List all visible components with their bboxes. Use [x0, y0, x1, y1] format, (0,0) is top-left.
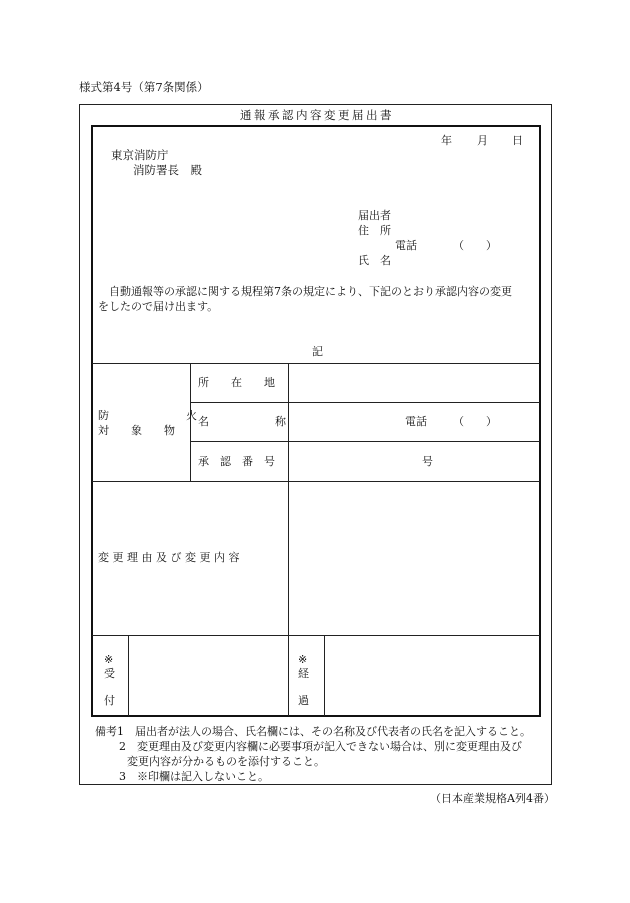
- note-2a: 2 変更理由及び変更内容欄に必要事項が記入できない場合は、別に変更理由及び: [119, 740, 522, 753]
- note-2b: 変更内容が分かるものを添付すること。: [127, 755, 325, 768]
- name-phone-parens: （ ）: [453, 415, 497, 428]
- target-label-line1: 防 火: [98, 409, 197, 422]
- target-divider: [190, 363, 191, 481]
- date-month: 月: [477, 134, 488, 147]
- standard-label: （日本産業規格A列4番）: [430, 792, 555, 805]
- location-label: 所 在 地: [198, 376, 275, 389]
- reception-label: ※ 受 付: [104, 653, 115, 708]
- name-phone-label: 電話: [405, 415, 427, 428]
- form-title: 通報承認内容変更届出書: [240, 108, 394, 122]
- notifier-phone-label: 電話: [395, 239, 417, 252]
- progress-left-divider: [288, 635, 289, 716]
- progress-label: ※ 経 過: [298, 653, 309, 708]
- notifier-phone-parens: （ ）: [453, 239, 497, 252]
- date-year: 年: [441, 134, 452, 147]
- approval-number-label: 承 認 番 号: [198, 455, 275, 468]
- statement-line1: 自動通報等の承認に関する規程第7条の規定により、下記のとおり承認内容の変更: [109, 285, 512, 298]
- notifier-name: 氏 名: [358, 254, 391, 267]
- approval-number-suffix: 号: [422, 455, 433, 468]
- target-label-line2: 対 象 物: [98, 424, 175, 437]
- notifier-label: 届出者: [358, 209, 391, 222]
- ki-label: 記: [312, 345, 323, 358]
- reception-divider: [128, 635, 129, 716]
- statement-line2: をしたので届け出ます。: [98, 300, 219, 313]
- notifier-address: 住 所: [358, 224, 391, 237]
- progress-right-divider: [324, 635, 325, 716]
- note-3: 3 ※印欄は記入しないこと。: [119, 770, 269, 783]
- change-reason-label: 変 更 理 由 及 び 変 更 内 容: [98, 551, 240, 564]
- date-day: 日: [512, 134, 523, 147]
- name-bottom-line: [190, 441, 540, 442]
- addressee-agency: 東京消防庁: [111, 148, 169, 162]
- addressee-chief: 消防署長 殿: [133, 163, 202, 177]
- note-1: 備考1 届出者が法人の場合、氏名欄には、その名称及び代表者の氏名を記入すること。: [95, 725, 531, 738]
- location-bottom-line: [190, 402, 540, 403]
- value-divider: [288, 363, 289, 635]
- change-bottom-line: [92, 635, 540, 636]
- target-bottom-line: [92, 481, 540, 482]
- form-id: 様式第4号（第7条関係）: [79, 80, 209, 94]
- name-label: 名 称: [198, 415, 286, 428]
- table-top-line: [92, 363, 540, 364]
